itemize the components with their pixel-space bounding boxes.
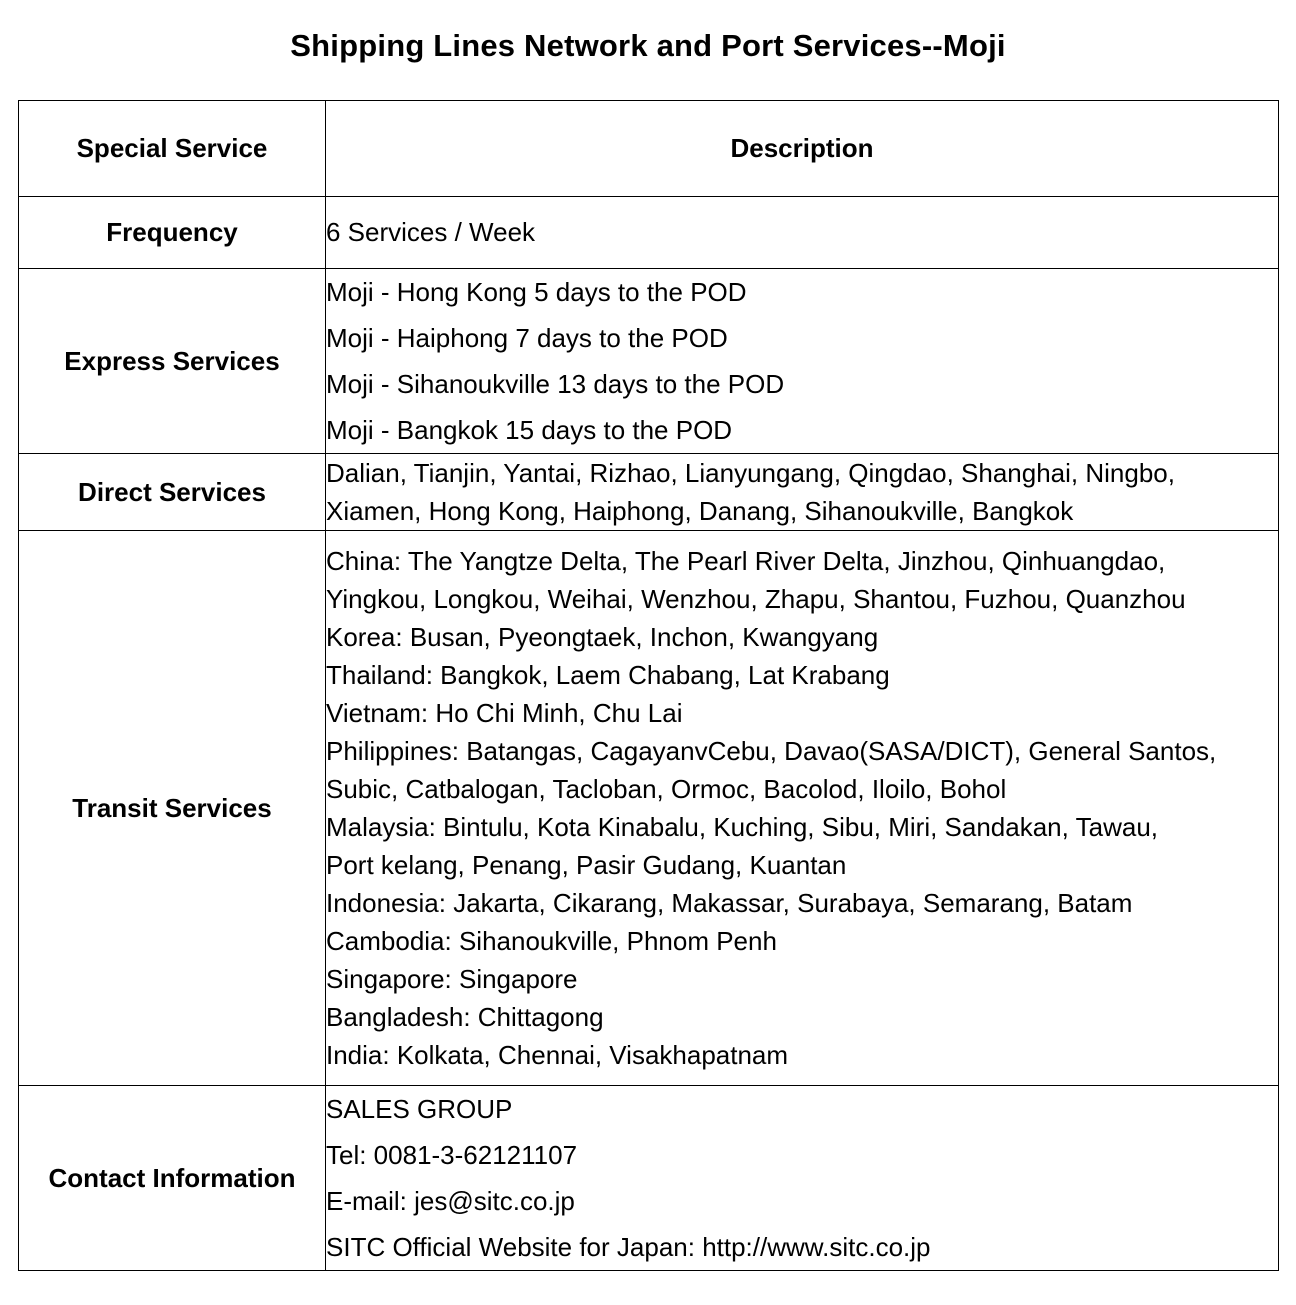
contact-group: SALES GROUP (326, 1094, 513, 1124)
list-item: Philippines: Batangas, CagayanvCebu, Davao(SASA/DICT), General Santos, (326, 736, 1217, 766)
contact-website: SITC Official Website for Japan: http://www.sitc.co.jp (326, 1232, 931, 1262)
list-item: Xiamen, Hong Kong, Haiphong, Danang, Sihanoukville, Bangkok (326, 496, 1074, 526)
list-item: Indonesia: Jakarta, Cikarang, Makassar, Surabaya, Semarang, Batam (326, 888, 1133, 918)
list-item: Malaysia: Bintulu, Kota Kinabalu, Kuching, Sibu, Miri, Sandakan, Tawau, (326, 812, 1158, 842)
table-row (19, 197, 1279, 269)
list-item: Singapore: Singapore (326, 964, 578, 994)
express-services-list (326, 269, 1279, 454)
frequency-value: 6 Services / Week (326, 197, 1279, 269)
contact-phone: Tel: 0081-3-62121107 (326, 1140, 578, 1170)
header-special-service: Special Service (19, 101, 326, 197)
contact-information-list (326, 1086, 1279, 1271)
list-item: Yingkou, Longkou, Weihai, Wenzhou, Zhapu, Shantou, Fuzhou, Quanzhou (326, 584, 1186, 614)
list-item: Moji - Hong Kong 5 days to the POD (326, 277, 747, 307)
list-item: Thailand: Bangkok, Laem Chabang, Lat Krabang (326, 660, 890, 690)
table-row (19, 269, 1279, 454)
list-item: Port kelang, Penang, Pasir Gudang, Kuantan (326, 850, 847, 880)
list-item: Moji - Bangkok 15 days to the POD (326, 415, 733, 445)
list-item: India: Kolkata, Chennai, Visakhapatnam (326, 1040, 789, 1070)
table-row (19, 454, 1279, 531)
table-header-row (19, 101, 1279, 197)
list-item: Subic, Catbalogan, Tacloban, Ormoc, Bacolod, Iloilo, Bohol (326, 774, 1007, 804)
table-row (19, 1086, 1279, 1271)
contact-information-label: Contact Information (19, 1086, 326, 1271)
express-services-label: Express Services (19, 269, 326, 454)
list-item: China: The Yangtze Delta, The Pearl River Delta, Jinzhou, Qinhuangdao, (326, 546, 1166, 576)
transit-services-list (326, 531, 1279, 1086)
list-item: Korea: Busan, Pyeongtaek, Inchon, Kwangyang (326, 622, 879, 652)
contact-email: E-mail: jes@sitc.co.jp (326, 1186, 575, 1216)
frequency-label: Frequency (19, 197, 326, 269)
list-item: Moji - Haiphong 7 days to the POD (326, 323, 728, 353)
page-title: Shipping Lines Network and Port Services--Moji (290, 28, 1006, 63)
transit-services-label: Transit Services (19, 531, 326, 1086)
services-table (18, 100, 1279, 1271)
direct-services-label: Direct Services (19, 454, 326, 531)
list-item: Vietnam: Ho Chi Minh, Chu Lai (326, 698, 683, 728)
list-item: Bangladesh: Chittagong (326, 1002, 604, 1032)
list-item: Dalian, Tianjin, Yantai, Rizhao, Lianyungang, Qingdao, Shanghai, Ningbo, (326, 458, 1175, 488)
table-row (19, 531, 1279, 1086)
header-description: Description (326, 101, 1279, 197)
list-item: Cambodia: Sihanoukville, Phnom Penh (326, 926, 777, 956)
list-item: Moji - Sihanoukville 13 days to the POD (326, 369, 785, 399)
direct-services-list (326, 454, 1279, 531)
